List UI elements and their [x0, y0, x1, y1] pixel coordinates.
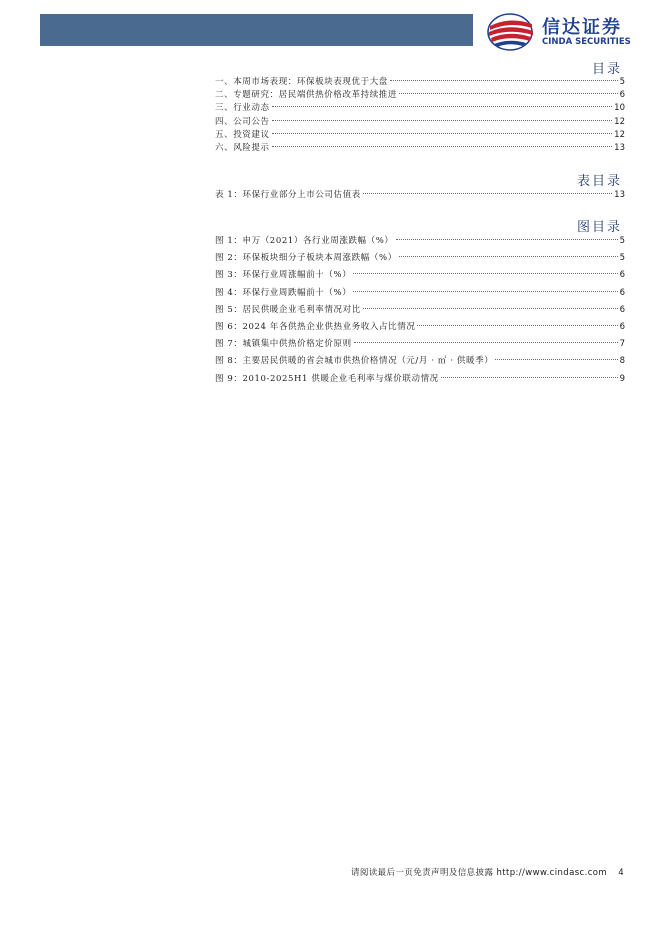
- toc-item-label: 五、投资建议: [215, 129, 270, 140]
- figure-toc-item[interactable]: [215, 250, 625, 267]
- figure-toc-item[interactable]: [215, 319, 625, 336]
- figure-toc-item-page: 8: [619, 356, 625, 367]
- figure-toc-item-label: 图 2：环保板块细分子板块本周涨跌幅（%）: [215, 253, 397, 264]
- figure-toc-item-page: 9: [619, 373, 625, 384]
- toc-item-page: 13: [614, 142, 625, 153]
- figure-toc-item-label: 图 6：2024 年各供热企业供热业务收入占比情况: [215, 321, 416, 332]
- disclaimer-notice: 请阅读最后一页免责声明及信息披露: [350, 868, 494, 878]
- figure-toc-item-label: 图 4：环保行业周跌幅前十（%）: [215, 287, 352, 298]
- leader-dots: [399, 256, 618, 257]
- figure-toc-item-page: 6: [619, 321, 625, 332]
- figure-toc-item-page: 6: [619, 287, 625, 298]
- figure-toc-item-page: 7: [619, 339, 625, 350]
- leader-dots: [353, 273, 617, 274]
- leader-dots: [399, 93, 618, 94]
- figure-toc-item[interactable]: [215, 267, 625, 284]
- toc-title: 目录: [591, 62, 622, 77]
- figure-toc-item-label: 图 9：2010-2025H1 供暖企业毛利率与煤价联动情况: [215, 373, 439, 384]
- figure-toc-item-label: 图 8：主要居民供暖的省会城市供热价格情况（元/月 · ㎡ · 供暖季）: [215, 356, 494, 367]
- leader-dots: [272, 146, 613, 147]
- leader-dots: [272, 106, 613, 107]
- leader-dots: [390, 80, 618, 81]
- leader-dots: [354, 342, 618, 343]
- leader-dots: [363, 308, 618, 309]
- figure-toc-item-page: 6: [619, 270, 625, 281]
- leader-dots: [417, 325, 617, 326]
- figure-toc-item-page: 6: [619, 304, 625, 315]
- toc-list: [215, 76, 625, 155]
- figure-toc-item-label: 图 3：环保行业周涨幅前十（%）: [215, 270, 352, 281]
- leader-dots: [495, 359, 617, 360]
- website-link[interactable]: http://www.cindasc.com: [496, 868, 608, 878]
- toc-item-label: 六、风险提示: [215, 142, 270, 153]
- company-logo: [486, 12, 646, 52]
- figures-toc-list: [215, 233, 625, 388]
- toc-item[interactable]: [215, 116, 625, 129]
- toc-item[interactable]: [215, 76, 625, 89]
- figure-toc-item[interactable]: [215, 302, 625, 319]
- cinda-logo-icon: [486, 12, 538, 52]
- toc-item-page: 12: [614, 129, 625, 140]
- leader-dots: [272, 133, 613, 134]
- toc-item[interactable]: [215, 89, 625, 102]
- toc-item-label: 二、专题研究：居民端供热价格改革持续推进: [215, 90, 398, 101]
- figure-toc-item-page: 5: [619, 236, 625, 246]
- figure-toc-item-label: 图 7：城镇集中供热价格定价原则: [215, 339, 352, 350]
- page-footer: [351, 866, 624, 878]
- figure-toc-item[interactable]: [215, 353, 625, 370]
- toc-item[interactable]: [215, 102, 625, 115]
- leader-dots: [396, 239, 618, 240]
- figure-toc-item-label: 图 5：居民供暖企业毛利率情况对比: [215, 304, 361, 315]
- toc-item-page: 5: [619, 77, 625, 87]
- leader-dots: [441, 377, 618, 378]
- tables-toc-title: 表目录: [576, 174, 622, 189]
- logo-english-name: CINDA SECURITIES: [542, 37, 631, 47]
- figure-toc-item[interactable]: [215, 233, 625, 250]
- toc-item-page: 6: [619, 90, 625, 101]
- toc-item-label: 一、本周市场表现：环保板块表现优于大盘: [215, 77, 388, 87]
- figure-toc-item[interactable]: [215, 336, 625, 353]
- toc-item[interactable]: [215, 129, 625, 142]
- table-toc-item-label: 表 1：环保行业部分上市公司估值表: [215, 190, 361, 200]
- toc-item-page: 12: [614, 116, 625, 127]
- toc-item-label: 三、行业动态: [215, 103, 270, 114]
- table-toc-item[interactable]: [215, 189, 625, 202]
- leader-dots: [363, 193, 612, 194]
- toc-item-page: 10: [614, 103, 625, 114]
- page-number: 4: [618, 868, 624, 878]
- figure-toc-item-label: 图 1：申万（2021）各行业周涨跌幅（%）: [215, 236, 394, 246]
- figure-toc-item[interactable]: [215, 371, 625, 388]
- leader-dots: [272, 120, 613, 121]
- figure-toc-item-page: 5: [619, 253, 625, 264]
- figures-toc-title: 图目录: [576, 220, 622, 235]
- figure-toc-item[interactable]: [215, 285, 625, 302]
- toc-item-label: 四、公司公告: [215, 116, 270, 127]
- tables-toc-list: [215, 189, 625, 202]
- toc-item[interactable]: [215, 142, 625, 155]
- leader-dots: [353, 291, 617, 292]
- header-bar: [40, 14, 473, 46]
- logo-chinese-name: 信达证券: [542, 17, 622, 38]
- table-toc-item-page: 13: [614, 190, 625, 200]
